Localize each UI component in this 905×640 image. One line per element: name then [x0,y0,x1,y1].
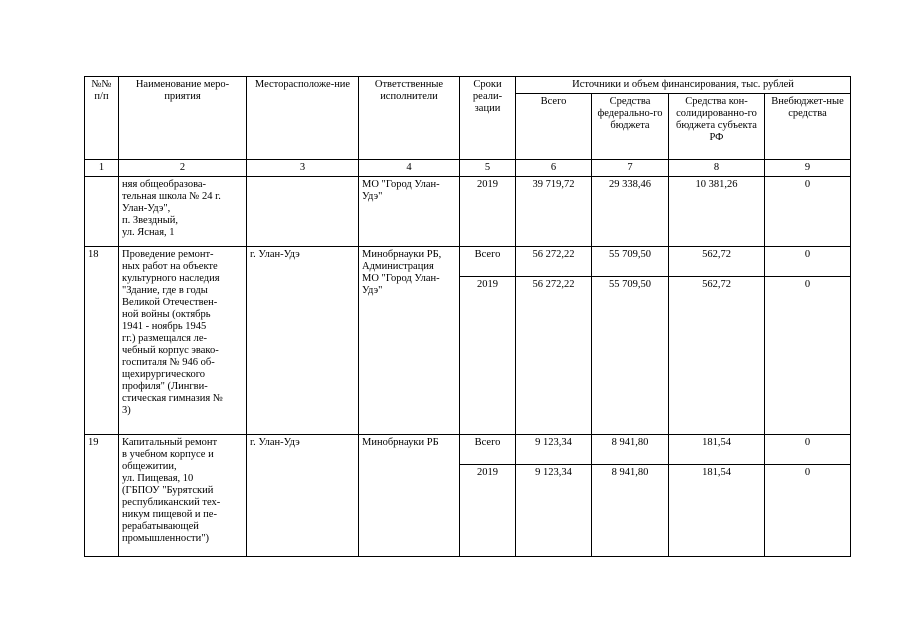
row-location [247,177,359,247]
column-number: 1 [85,160,119,177]
row-term: 2019 [460,465,516,557]
header-funding: Источники и объем финансирования, тыс. рублей [516,77,851,94]
row-total: 9 123,34 [516,435,592,465]
column-number: 5 [460,160,516,177]
header-location: Месторасположе-ние [247,77,359,160]
header-num: №№ п/п [85,77,119,160]
row-term: Всего [460,247,516,277]
row-consolidated: 181,54 [669,465,765,557]
column-number: 3 [247,160,359,177]
header-total: Всего [516,94,592,160]
row-total: 56 272,22 [516,277,592,435]
financing-table [84,76,851,557]
row-num: 19 [85,435,119,557]
row-responsible: Минобрнауки РБ, Администрация МО "Город Улан- Удэ" [359,247,460,435]
row-name: Проведение ремонт- ных работ на объекте культурного наследия "Здание, где в годы Великой Отечествен- ной войны (октябрь 1941 - ноябрь 1945 гг.) размещался ле- чебный корпус эвако- госпиталя № 946 об- щехирургического профиля" (Лингви- стическая гимназия № 3) [119,247,247,435]
column-number: 7 [592,160,669,177]
row-total: 39 719,72 [516,177,592,247]
row-federal: 8 941,80 [592,435,669,465]
row-extra: 0 [765,435,851,465]
column-number-row [85,160,851,177]
table-row [85,247,851,277]
row-term: Всего [460,435,516,465]
row-term: 2019 [460,277,516,435]
column-number: 9 [765,160,851,177]
row-responsible: МО "Город Улан- Удэ" [359,177,460,247]
row-location: г. Улан-Удэ [247,435,359,557]
table-row [85,435,851,465]
row-consolidated: 10 381,26 [669,177,765,247]
row-extra: 0 [765,277,851,435]
header-responsible: Ответственные исполнители [359,77,460,160]
row-federal: 55 709,50 [592,277,669,435]
column-number: 8 [669,160,765,177]
row-total: 56 272,22 [516,247,592,277]
row-consolidated: 562,72 [669,277,765,435]
column-number: 4 [359,160,460,177]
row-federal: 29 338,46 [592,177,669,247]
row-location: г. Улан-Удэ [247,247,359,435]
row-num [85,177,119,247]
row-term: 2019 [460,177,516,247]
header-consolidated: Средства кон-солидированно-го бюджета субъекта РФ [669,94,765,160]
row-extra: 0 [765,465,851,557]
header-extra: Внебюджет-ные средства [765,94,851,160]
row-extra: 0 [765,177,851,247]
row-num: 18 [85,247,119,435]
column-number: 6 [516,160,592,177]
row-federal: 55 709,50 [592,247,669,277]
header-terms: Сроки реали-зации [460,77,516,160]
row-total: 9 123,34 [516,465,592,557]
column-number: 2 [119,160,247,177]
row-federal: 8 941,80 [592,465,669,557]
header-name: Наименование меро-приятия [119,77,247,160]
header-row-1 [85,77,851,94]
row-name: няя общеобразова- тельная школа № 24 г. Улан-Удэ", п. Звездный, ул. Ясная, 1 [119,177,247,247]
row-name: Капитальный ремонт в учебном корпусе и общежитии, ул. Пищевая, 10 (ГБПОУ "Бурятский республиканский тех- никум пищевой и пе- рерабатывающей промышленности") [119,435,247,557]
row-responsible: Минобрнауки РБ [359,435,460,557]
header-federal: Средства федерально-го бюджета [592,94,669,160]
row-consolidated: 562,72 [669,247,765,277]
table-row [85,177,851,247]
row-extra: 0 [765,247,851,277]
row-consolidated: 181,54 [669,435,765,465]
